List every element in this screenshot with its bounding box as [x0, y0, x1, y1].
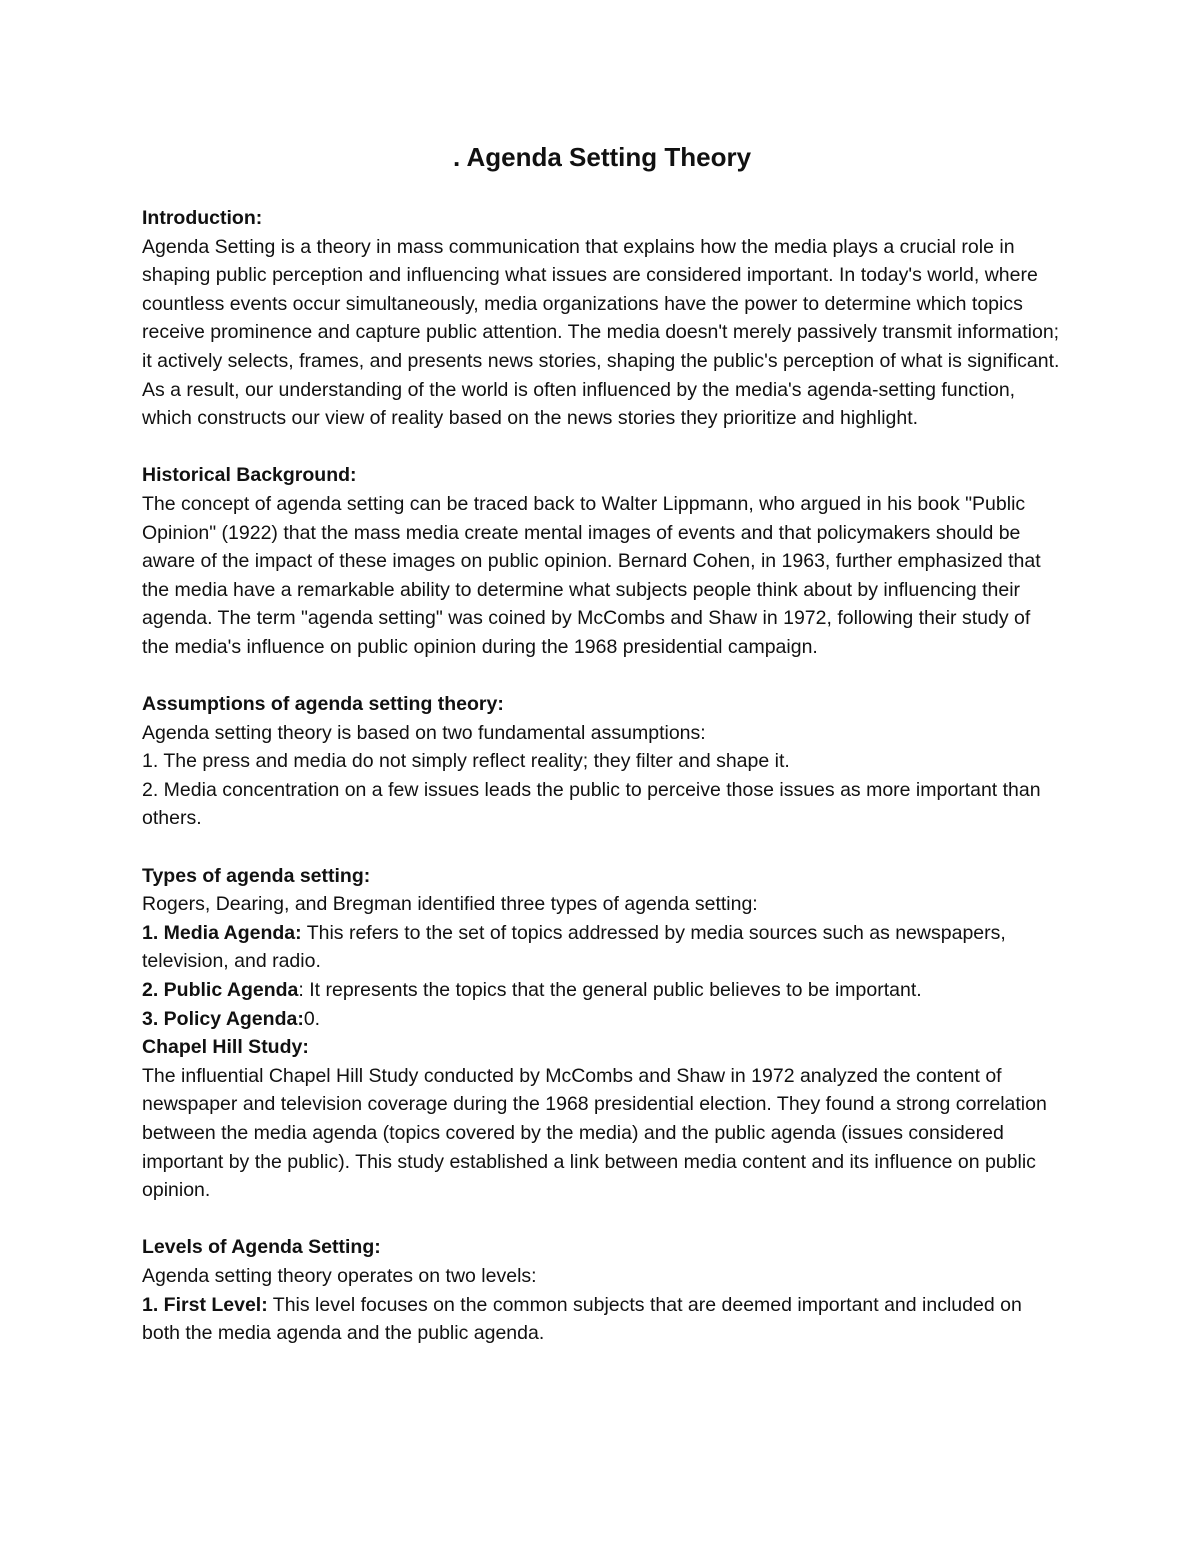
chapel-hill-body: The influential Chapel Hill Study conducted by McCombs and Shaw in 1972 analyzed the content of newspaper and television coverage during the 1968 presidential election. They found a strong correlation between the media agenda (topics covered by the media) and the public agenda (issues considered important by the public). This study established a link between media content and its influence on public opinion.: [142, 1064, 1047, 1202]
assumption-item: 1. The press and media do not simply reflect reality; they filter and shape it.: [142, 750, 790, 773]
assumption-item: 2. Media concentration on a few issues leads the public to perceive those issues as more important than others.: [142, 778, 1041, 830]
type-item-text: This refers to the set of topics addressed by media sources such as newspapers, television, and radio.: [142, 921, 1006, 973]
assumptions-section: [142, 690, 1062, 833]
type-item-media-agenda: [142, 919, 1062, 976]
introduction-section: [142, 204, 1062, 433]
chapel-hill-heading: Chapel Hill Study:: [142, 1036, 309, 1059]
level-item-label: 1. First Level:: [142, 1293, 268, 1316]
paragraph-gap: [142, 1205, 1062, 1234]
type-item-public-agenda: [142, 976, 1062, 1005]
historical-background-section: [142, 461, 1062, 661]
type-item-policy-agenda: [142, 1005, 1062, 1034]
chapel-hill-section: [142, 1033, 1062, 1205]
historical-background-heading: Historical Background:: [142, 464, 357, 487]
types-section: [142, 862, 1062, 1034]
introduction-heading: Introduction:: [142, 207, 263, 229]
type-item-label: 1. Media Agenda:: [142, 921, 302, 944]
document-title: . Agenda Setting Theory: [452, 142, 752, 172]
assumptions-intro: Agenda setting theory is based on two fundamental assumptions:: [142, 721, 706, 744]
historical-background-body: The concept of agenda setting can be traced back to Walter Lippmann, who argued in his book "Public Opinion" (1922) that the mass media create mental images of events and that policymakers should be aware of the impact of these images on public opinion. Bernard Cohen, in 1963, further emphasized that the media have a remarkable ability to determine what subjects people think about by influencing their agenda. The term "agenda setting" was coined by McCombs and Shaw in 1972, following their study of the media's influence on public opinion during the 1968 presidential campaign.: [142, 492, 1041, 658]
type-item-label: 2. Public Agenda: [142, 979, 299, 1002]
type-item-text: : It represents the topics that the general public believes to be important.: [298, 979, 922, 1002]
levels-intro: Agenda setting theory operates on two levels:: [142, 1264, 537, 1287]
document-page: [142, 140, 1062, 1348]
assumptions-heading: Assumptions of agenda setting theory:: [142, 693, 504, 716]
level-item-text: This level focuses on the common subjects that are deemed important and included on both the media agenda and the public agenda.: [142, 1293, 1022, 1345]
types-intro: Rogers, Dearing, and Bregman identified three types of agenda setting:: [142, 893, 758, 916]
levels-section: [142, 1233, 1062, 1347]
levels-heading: Levels of Agenda Setting:: [142, 1236, 381, 1259]
type-item-label: 3. Policy Agenda:: [142, 1007, 304, 1030]
types-heading: Types of agenda setting:: [142, 864, 371, 887]
level-item-first: [142, 1291, 1062, 1348]
introduction-body: Agenda Setting is a theory in mass communication that explains how the media plays a crucial role in shaping public perception and influencing what issues are considered important. In today's world, where countless events occur simultaneously, media organizations have the power to determine which topics receive prominence and capture public attention. The media doesn't merely passively transmit information; it actively selects, frames, and presents news stories, shaping the public's perception of what is significant. As a result, our understanding of the world is often influenced by the media's agenda-setting function, which constructs our view of reality based on the news stories they prioritize and highlight.: [142, 235, 1060, 430]
paragraph-gap: [142, 433, 1062, 462]
type-item-text: 0.: [303, 1007, 321, 1030]
paragraph-gap: [142, 833, 1062, 862]
paragraph-gap: [142, 662, 1062, 691]
